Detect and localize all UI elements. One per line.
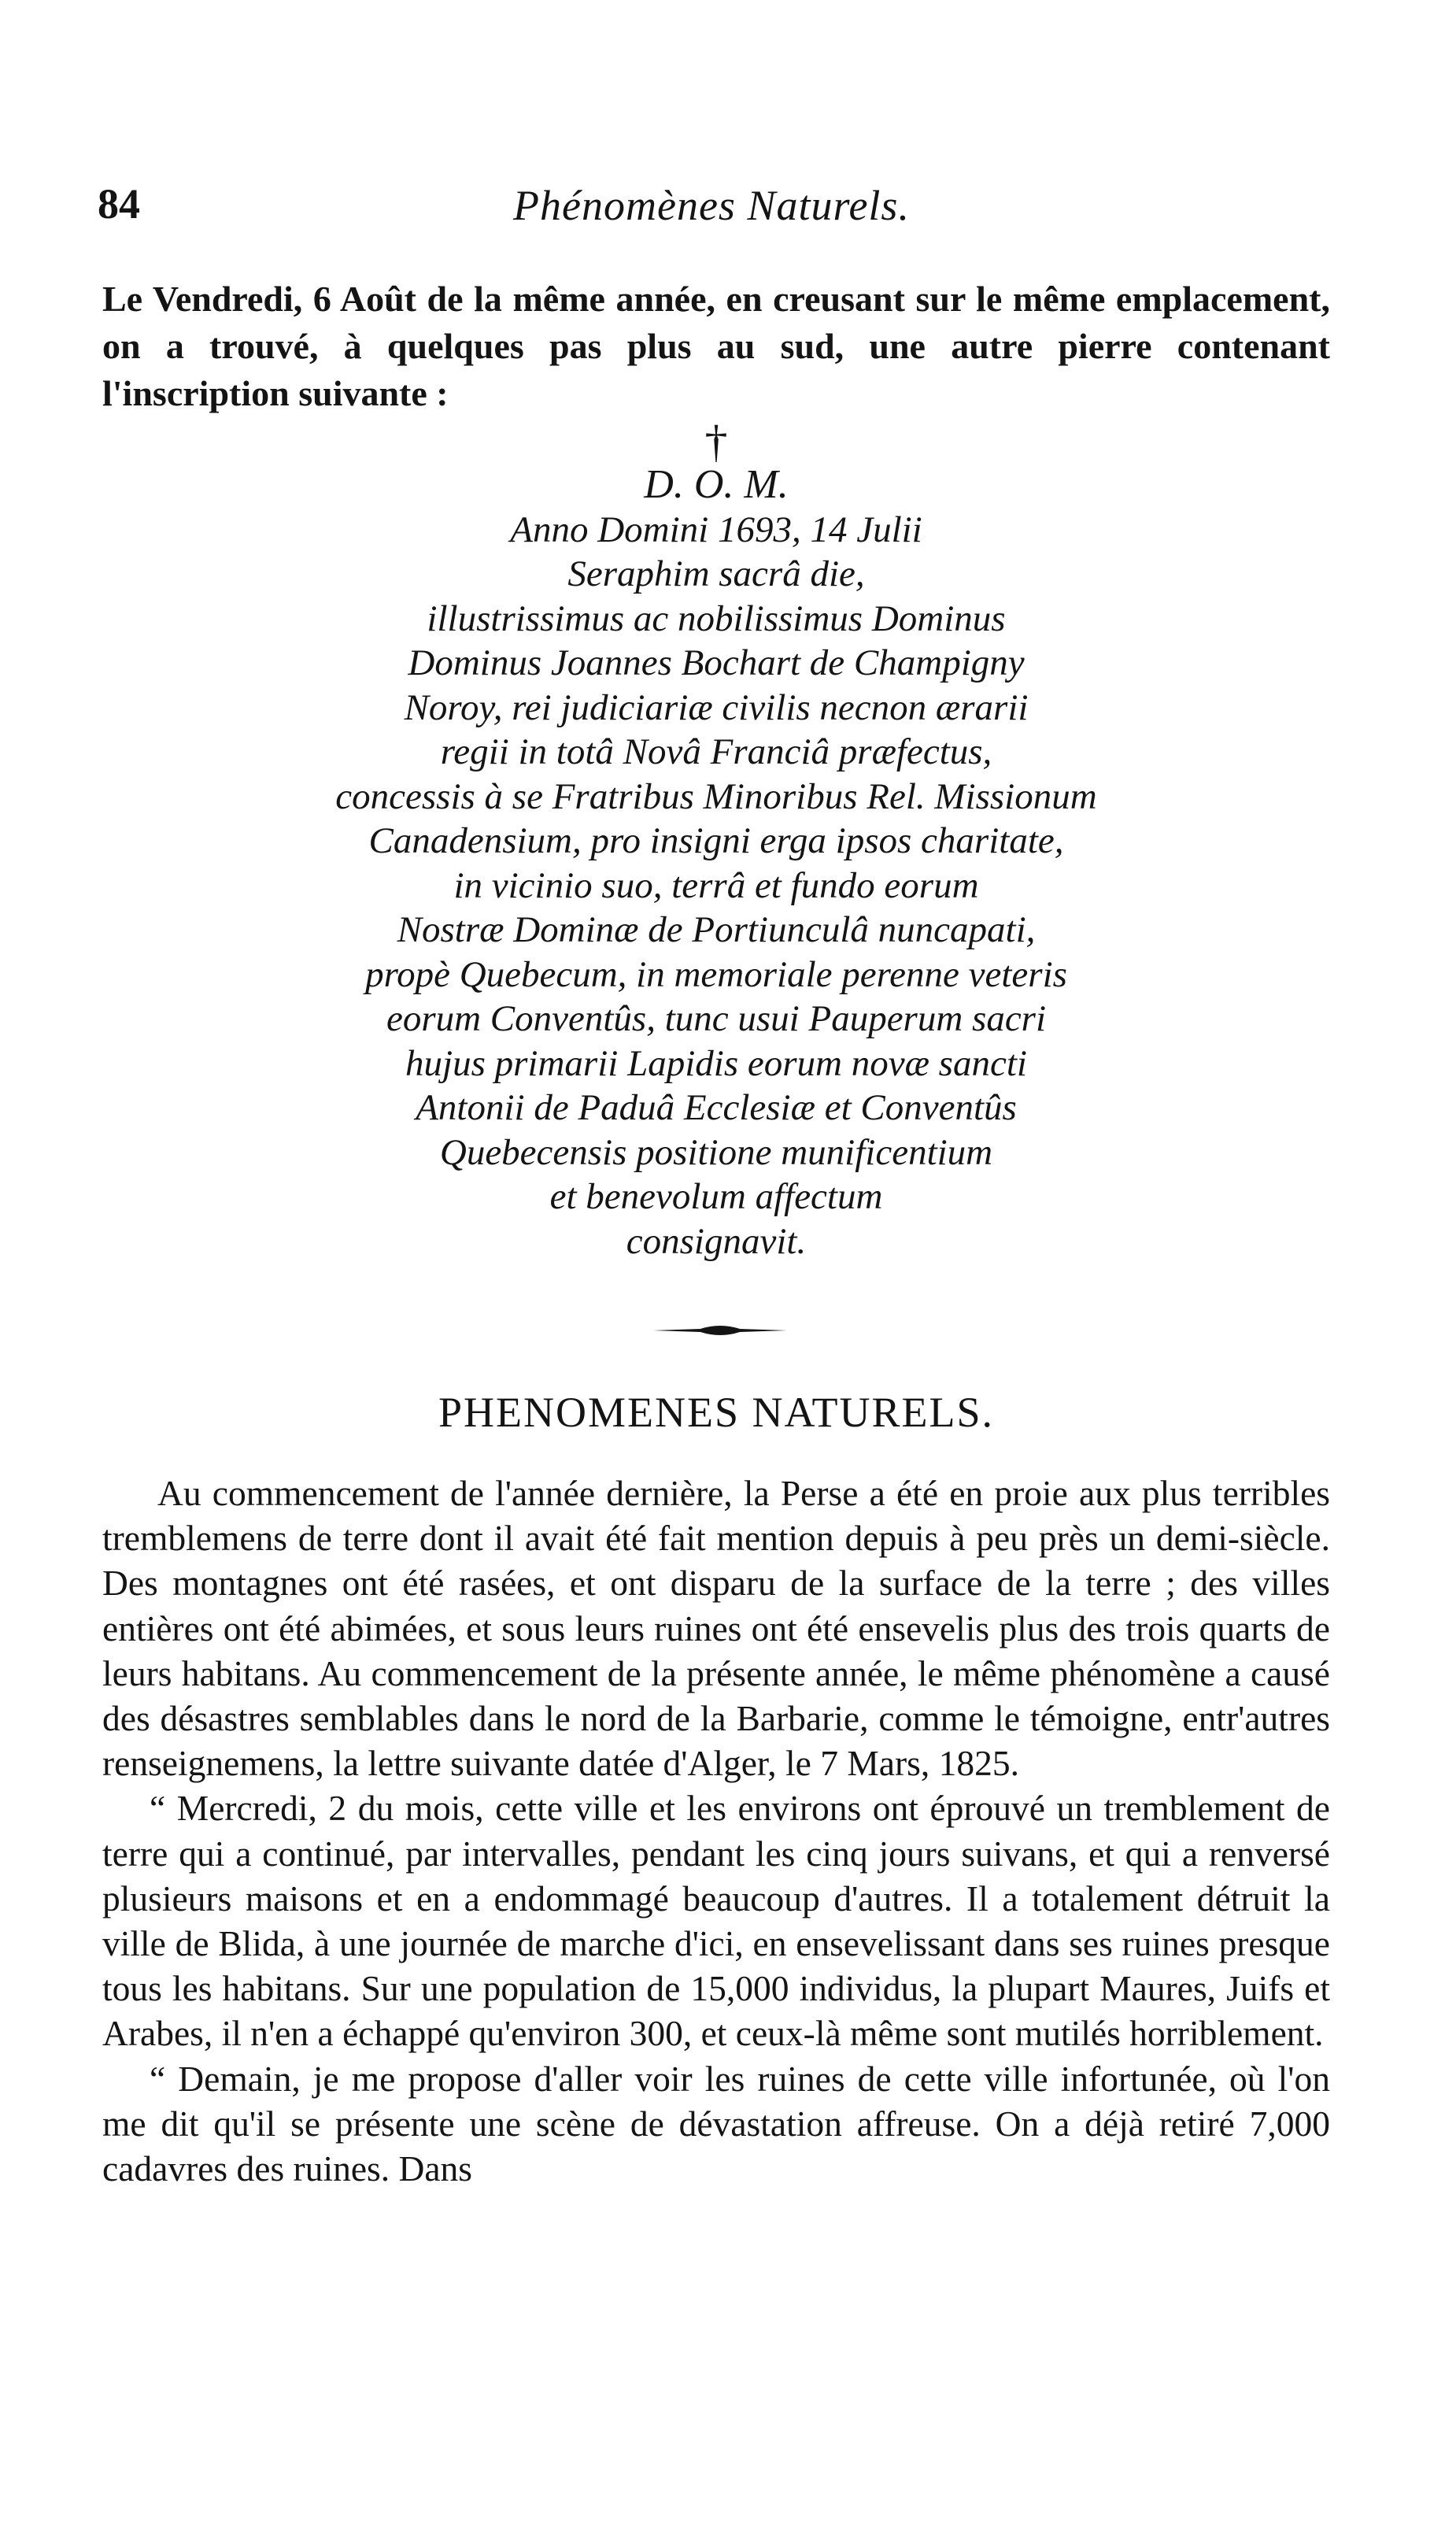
inscription-line: concessis à se Fratribus Minoribus Rel. Missionum: [335, 775, 1097, 817]
inscription-line: propè Quebecum, in memoriale perenne veteris: [365, 953, 1067, 995]
inscription-line: et benevolum affectum: [549, 1176, 883, 1217]
inscription-line: Quebecensis positione munificentium: [439, 1131, 993, 1173]
inscription-line: illustrissimus ac nobilissimus Dominus: [427, 598, 1006, 639]
body-paragraph: Au commencement de l'année dernière, la Perse a été en proie aux plus terribles tremblemens de terre dont il avait été fait mention depuis à peu près un demi-siècle. Des montagnes ont été rasées, et ont disparu de la surface de la terre ; des villes entières ont été abimées, et sous leurs ruines ont été ensevelis plus des trois quarts de leurs habitans. Au commencement de la présente année, le même phénomène a causé des désastres semblables dans le nord de la Barbarie, comme le témoigne, entr'autres renseignemens, la lettre suivante datée d'Alger, le 7 Mars, 1825.: [102, 1473, 1330, 1784]
inscription-line: Noroy, rei judiciariæ civilis necnon ærarii: [404, 686, 1029, 728]
latin-inscription: [102, 416, 1330, 1264]
body-paragraph: “ Mercredi, 2 du mois, cette ville et les environs ont éprouvé un tremblement de terre qui a continué, par intervalles, pendant les cinq jours suivans, et qui a renversé plusieurs maisons et en a endommagé beaucoup d'autres. Il a totalement détruit la ville de Blida, à une journée de marche d'ici, en ensevelissant dans ses ruines presque tous les habitans. Sur une population de 15,000 individus, la plupart Maures, Juifs et Arabes, il n'en a échappé qu'environ 300, et ceux-là même sont mutilés horriblement.: [102, 1788, 1330, 2054]
inscription-heading: D. O. M.: [644, 462, 789, 507]
inscription-line: hujus primarii Lapidis eorum novæ sancti: [405, 1042, 1027, 1084]
inscription-line: Antonii de Paduâ Ecclesiæ et Conventûs: [416, 1087, 1017, 1128]
ornament-divider-icon: [653, 1323, 787, 1338]
running-title: Phénomènes Naturels.: [513, 182, 910, 229]
inscription-line: eorum Conventûs, tunc usui Pauperum sacri: [386, 998, 1047, 1039]
inscription-line: regii in totâ Novâ Franciâ præfectus,: [440, 731, 992, 772]
inscription-line: Seraphim sacrâ die,: [567, 553, 865, 594]
inscription-line: Dominus Joannes Bochart de Champigny: [408, 642, 1025, 683]
section-heading: PHENOMENES NATURELS.: [438, 1389, 995, 1436]
body-paragraph: “ Demain, je me propose d'aller voir les ruines de cette ville infortunée, où l'on me dit qu'il se présente une scène de dévastation affreuse. On a déjà retiré 7,000 cadavres des ruines. Dans: [102, 2058, 1330, 2189]
cross-symbol: †: [704, 416, 728, 467]
inscription-line: Canadensium, pro insigni erga ipsos charitate,: [368, 820, 1064, 861]
intro-paragraph: Le Vendredi, 6 Août de la même année, en creusant sur le même emplacement, on a trouvé, à quelques pas plus au sud, une autre pierre contenant l'inscription suivante :: [102, 279, 1330, 413]
inscription-line: Anno Domini 1693, 14 Julii: [510, 509, 922, 550]
inscription-line: consignavit.: [626, 1220, 807, 1262]
inscription-line: Nostræ Dominæ de Portiunculâ nuncapati,: [397, 909, 1036, 950]
body-text: [102, 1471, 1330, 2191]
inscription-line: in vicinio suo, terrâ et fundo eorum: [453, 864, 979, 906]
running-head: [98, 179, 1325, 250]
page-number: 84: [98, 180, 140, 228]
